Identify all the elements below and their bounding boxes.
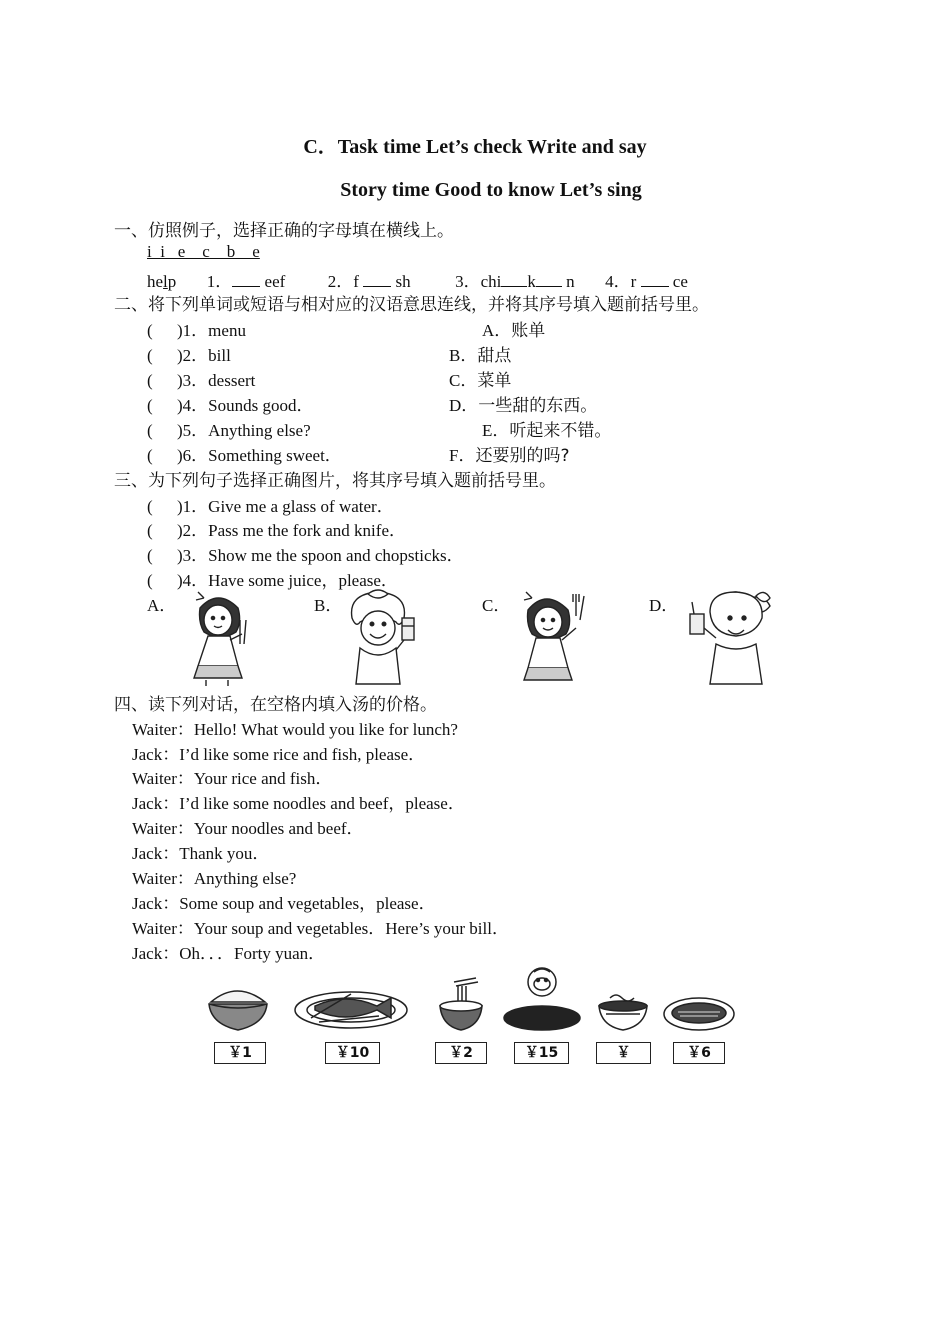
title-line-1: C．Task time Let’s check Write and say <box>303 136 647 158</box>
answer-paren[interactable]: ( <box>147 521 153 540</box>
item-2: 2．f sh <box>327 272 411 291</box>
sentence-item: ( )3．Show me the spoon and chopsticks． <box>147 546 464 565</box>
match-left-item: ( )2．bill <box>147 346 231 365</box>
noodle-bowl-icon <box>436 976 486 1034</box>
match-right-item: B．甜点 <box>449 346 512 366</box>
dialog-line: Jack：Oh．．．Forty yuan． <box>132 944 326 963</box>
sentence-item: ( )1．Give me a glass of water． <box>147 497 394 516</box>
item-1: 1． eef <box>206 272 286 291</box>
answer-paren[interactable]: ( <box>147 446 153 465</box>
price-soup-input[interactable]: ￥ <box>596 1042 651 1064</box>
price-rice: ￥1 <box>214 1042 266 1064</box>
match-right-item: A．账单 <box>482 321 546 341</box>
title-line-2: Story time Good to know Let’s sing <box>340 179 642 201</box>
answer-paren[interactable]: ( <box>147 371 153 390</box>
price-noodles: ￥2 <box>435 1042 487 1064</box>
price-beef: ￥15 <box>514 1042 569 1064</box>
picture-label-d: D． <box>649 596 679 615</box>
girl-juice-image <box>686 588 776 688</box>
item-3: 3．chi k n <box>455 272 575 291</box>
beef-plate-icon <box>502 966 582 1036</box>
match-right-item: C．菜单 <box>449 371 512 391</box>
girl-glass-of-water-image <box>340 588 426 686</box>
dialog-line: Jack：Some soup and vegetables，please． <box>132 894 436 913</box>
match-left-item: ( )5．Anything else? <box>147 421 311 440</box>
price-vegetables: ￥6 <box>673 1042 725 1064</box>
answer-blank[interactable] <box>501 272 527 287</box>
section1-letter-bank: i i e c b e <box>147 242 260 261</box>
picture-label-b: B． <box>314 596 343 615</box>
dialog-line: Waiter：Anything else? <box>132 869 297 888</box>
picture-label-a: A． <box>147 596 177 615</box>
answer-paren[interactable]: ( <box>147 396 153 415</box>
answer-blank[interactable] <box>536 272 562 287</box>
dialog-line: Jack：I’d like some noodles and beef，please． <box>132 794 465 813</box>
section2-heading: 二、将下列单词或短语与相对应的汉语意思连线，并将其序号填入题前括号里。 <box>114 295 709 315</box>
fish-plate-icon <box>293 988 409 1030</box>
example-word: help <box>147 272 177 291</box>
section4-heading: 四、读下列对话，在空格内填入汤的价格。 <box>114 695 437 715</box>
item-4: 4．r ce <box>605 272 688 291</box>
soup-bowl-icon <box>596 992 650 1034</box>
section1-heading: 一、仿照例子，选择正确的字母填在横线上。 <box>114 221 454 241</box>
price-fish: ￥10 <box>325 1042 380 1064</box>
answer-paren[interactable]: ( <box>147 497 153 516</box>
answer-blank[interactable] <box>232 272 260 287</box>
dialog-line: Jack：I’d like some rice and fish, please． <box>132 745 426 764</box>
match-left-item: ( )4．Sounds good． <box>147 396 314 415</box>
answer-paren[interactable]: ( <box>147 321 153 340</box>
section3-heading: 三、为下列句子选择正确图片，将其序号填入题前括号里。 <box>114 471 556 491</box>
dialog-line: Waiter：Hello! What would you like for lunch? <box>132 720 458 739</box>
girl-spoon-chopsticks-image <box>180 590 260 686</box>
match-left-item: ( )1．menu <box>147 321 246 340</box>
rice-bowl-icon <box>205 984 271 1034</box>
girl-fork-knife-image <box>510 588 594 686</box>
picture-label-c: C． <box>482 596 511 615</box>
dialog-line: Waiter：Your noodles and beef． <box>132 819 364 838</box>
sentence-item: ( )2．Pass me the fork and knife． <box>147 521 406 540</box>
dialog-line: Waiter：Your rice and fish． <box>132 769 333 788</box>
sentence-item: ( )4．Have some juice，please． <box>147 571 398 590</box>
answer-blank[interactable] <box>363 272 391 287</box>
vegetable-plate-icon <box>662 994 736 1034</box>
section1-exercise-row <box>147 267 688 292</box>
match-left-item: ( )3．dessert <box>147 371 256 390</box>
answer-paren[interactable]: ( <box>147 571 153 590</box>
answer-paren[interactable]: ( <box>147 421 153 440</box>
dialog-line: Jack：Thank you． <box>132 844 270 863</box>
match-left-item: ( )6．Something sweet． <box>147 446 342 465</box>
answer-blank[interactable] <box>641 272 669 287</box>
dialog-line: Waiter：Your soup and vegetables．Here’s your bill． <box>132 919 509 938</box>
answer-paren[interactable]: ( <box>147 346 153 365</box>
match-right-item: E．听起来不错。 <box>482 421 612 441</box>
answer-paren[interactable]: ( <box>147 546 153 565</box>
match-right-item: D．一些甜的东西。 <box>449 396 598 416</box>
match-right-item: F．还要别的吗? <box>449 446 570 466</box>
